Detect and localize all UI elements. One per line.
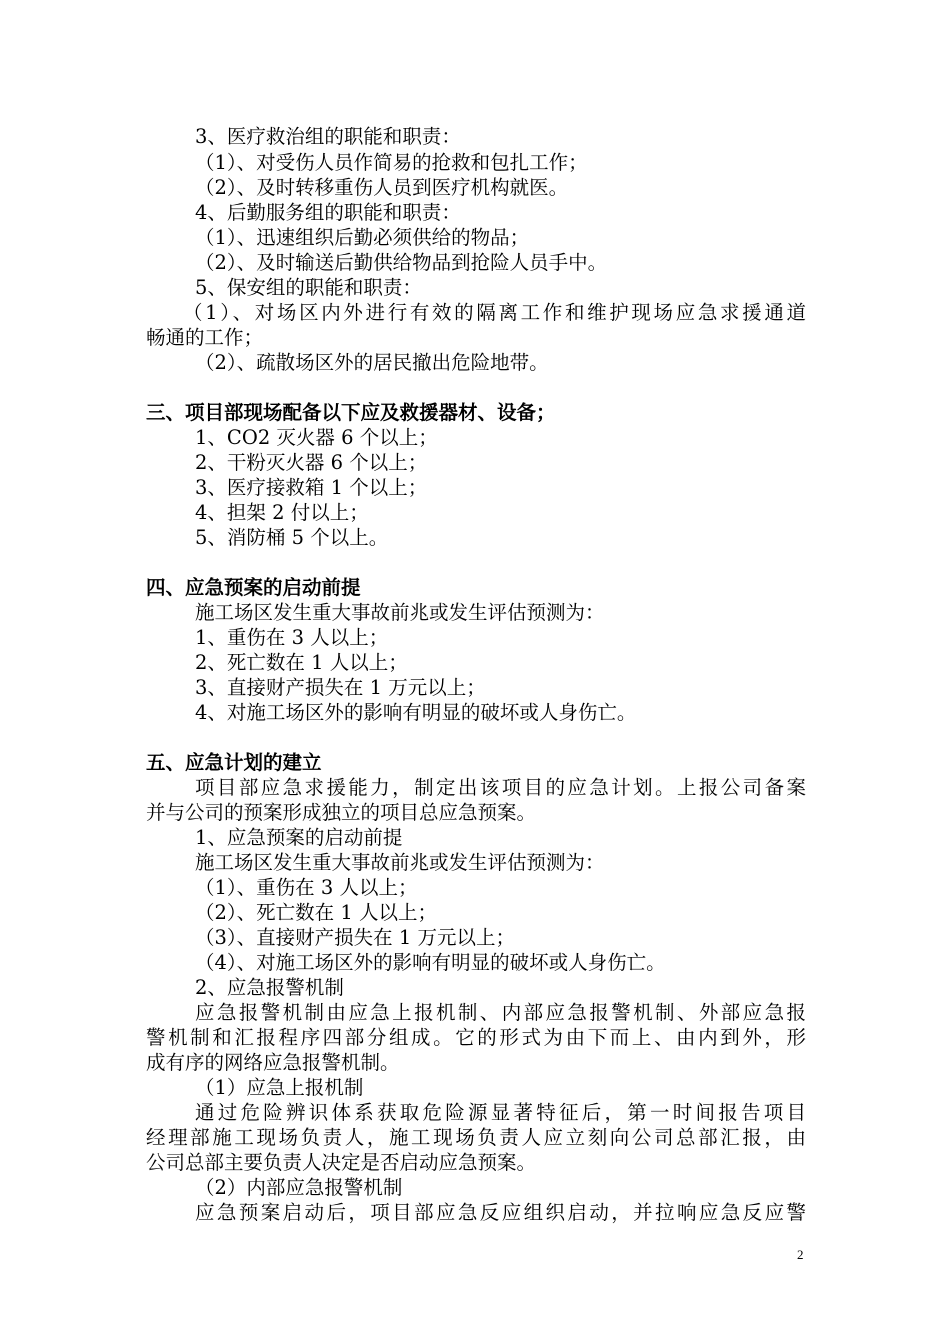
- text-line: 1、应急预案的启动前提: [195, 826, 403, 849]
- text-line: 2、应急报警机制: [195, 976, 344, 999]
- text-line: （2）、及时输送后勤供给物品到抢险人员手中。: [195, 251, 608, 274]
- text-line: 2、死亡数在 1 人以上；: [195, 651, 408, 674]
- text-line: 4、对施工场区外的影响有明显的破坏或人身伤亡。: [195, 701, 637, 724]
- text-line: （1）、对场区内外进行有效的隔离工作和维护现场应急求援通道: [183, 301, 806, 324]
- text-line: （2）、死亡数在 1 人以上；: [195, 901, 437, 924]
- text-line: 应急报警机制由应急上报机制、内部应急报警机制、外部应急报: [195, 1001, 806, 1024]
- text-line: 通过危险辨识体系获取危险源显著特征后，第一时间报告项目: [195, 1101, 806, 1124]
- text-line: 1、CO2 灭火器 6 个以上；: [195, 426, 438, 449]
- text-line: 并与公司的预案形成独立的项目总应急预案。: [146, 801, 537, 824]
- text-line: 2、干粉灭火器 6 个以上；: [195, 451, 428, 474]
- text-line: （1）、迅速组织后勤必须供给的物品；: [195, 226, 530, 249]
- text-line: 施工场区发生重大事故前兆或发生评估预测为：: [195, 851, 605, 874]
- text-line: 3、医疗接救箱 1 个以上；: [195, 476, 428, 499]
- section-heading: 四、应急预案的启动前提: [146, 576, 361, 599]
- text-line: （2）、及时转移重伤人员到医疗机构就医。: [195, 176, 569, 199]
- text-line: 警机制和汇报程序四部分组成。它的形式为由下而上、由内到外，形: [146, 1026, 806, 1049]
- text-line: （3）、直接财产损失在 1 万元以上；: [195, 926, 515, 949]
- text-line: 经理部施工现场负责人，施工现场负责人应立刻向公司总部汇报，由: [146, 1126, 806, 1149]
- section-heading: 三、项目部现场配备以下应及救援器材、设备；: [146, 401, 556, 424]
- text-line: 畅通的工作；: [146, 326, 264, 349]
- text-line: （1）、重伤在 3 人以上；: [195, 876, 418, 899]
- text-line: （1）应急上报机制: [195, 1076, 364, 1099]
- text-line: 项目部应急求援能力，制定出该项目的应急计划。上报公司备案: [195, 776, 806, 799]
- text-line: （2）、疏散场区外的居民撤出危险地带。: [195, 351, 549, 374]
- section-heading: 五、应急计划的建立: [146, 751, 322, 774]
- text-line: 3、医疗救治组的职能和职责：: [195, 125, 461, 148]
- text-line: 1、重伤在 3 人以上；: [195, 626, 389, 649]
- text-line: 公司总部主要负责人决定是否启动应急预案。: [146, 1151, 537, 1174]
- text-line: 4、后勤服务组的职能和职责：: [195, 201, 461, 224]
- text-line: （2）内部应急报警机制: [195, 1176, 403, 1199]
- text-line: 应急预案启动后，项目部应急反应组织启动，并拉响应急反应警: [195, 1201, 806, 1224]
- text-line: （4）、对施工场区外的影响有明显的破坏或人身伤亡。: [195, 951, 666, 974]
- text-line: 5、保安组的职能和职责：: [195, 276, 422, 299]
- text-line: 施工场区发生重大事故前兆或发生评估预测为：: [195, 601, 605, 624]
- text-line: 3、直接财产损失在 1 万元以上；: [195, 676, 486, 699]
- text-line: 4、担架 2 付以上；: [195, 501, 369, 524]
- text-line: 成有序的网络应急报警机制。: [146, 1051, 400, 1074]
- page-number: 2: [797, 1247, 804, 1262]
- text-line: （1）、对受伤人员作简易的抢救和包扎工作；: [195, 151, 588, 174]
- text-line: 5、消防桶 5 个以上。: [195, 526, 389, 549]
